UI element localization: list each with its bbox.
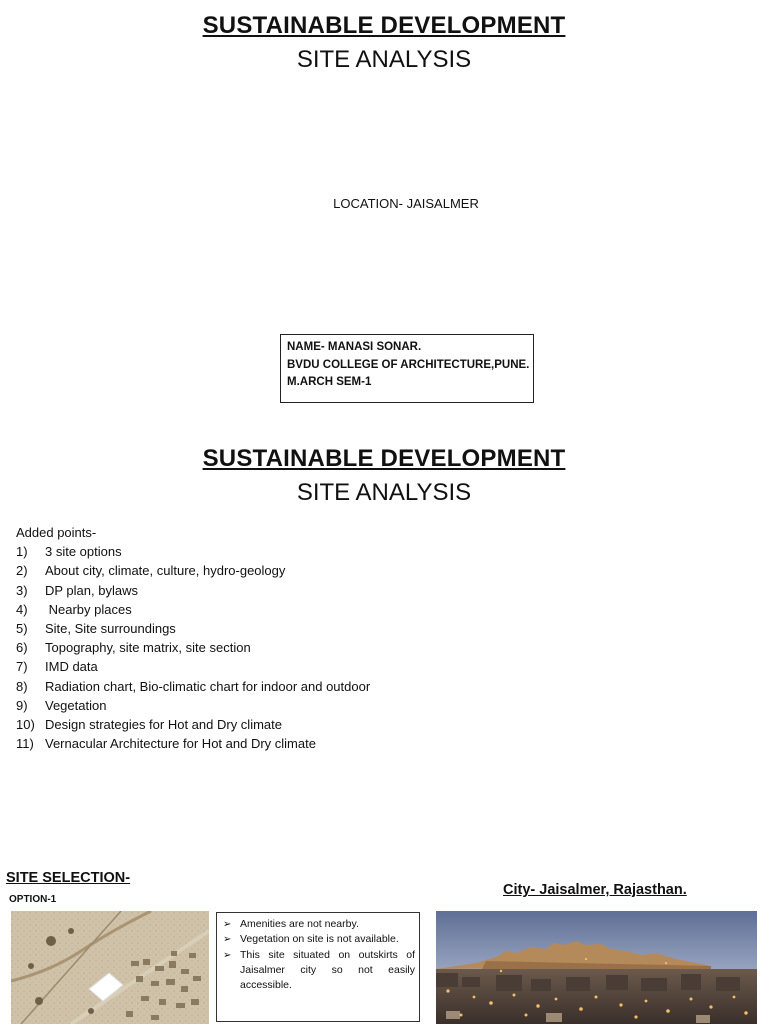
item-number: 4) bbox=[16, 601, 28, 617]
arrow-bullet-icon: ➢ bbox=[223, 919, 232, 930]
author-info-box bbox=[280, 334, 534, 403]
slide-title: SUSTAINABLE DEVELOPMENT bbox=[202, 445, 566, 472]
item-number: 3) bbox=[16, 582, 28, 598]
site-remarks-box bbox=[216, 912, 420, 1022]
option-label: OPTION-1 bbox=[9, 894, 57, 905]
item-number: 8) bbox=[16, 678, 28, 694]
remark-text: Vegetation on site is not available. bbox=[240, 933, 399, 946]
list-item bbox=[223, 917, 415, 932]
item-text: Topography, site matrix, site section bbox=[45, 640, 251, 656]
list-item bbox=[16, 638, 370, 657]
jaisalmer-city-photo bbox=[436, 911, 757, 1024]
item-text: IMD data bbox=[45, 659, 98, 675]
item-text: Radiation chart, Bio-climatic chart for indoor and outdoor bbox=[45, 678, 371, 694]
item-text: About city, climate, culture, hydro-geology bbox=[45, 563, 286, 579]
list-item bbox=[223, 932, 415, 947]
list-item bbox=[16, 715, 370, 734]
points-header: Added points- bbox=[16, 525, 97, 540]
title-slide bbox=[0, 0, 768, 420]
satellite-site-image bbox=[11, 911, 209, 1024]
item-text: Vegetation bbox=[45, 697, 107, 713]
item-text: Design strategies for Hot and Dry climate bbox=[45, 717, 282, 733]
item-number: 7) bbox=[16, 659, 28, 675]
item-text: DP plan, bylaws bbox=[45, 582, 138, 598]
points-list bbox=[16, 542, 370, 753]
item-text: Site, Site surroundings bbox=[45, 621, 176, 637]
slide-subtitle: SITE ANALYSIS bbox=[296, 479, 472, 506]
location-text: LOCATION- JAISALMER bbox=[333, 196, 479, 211]
remark-text: Amenities are not nearby. bbox=[240, 918, 359, 930]
course-semester: M.ARCH SEM-1 bbox=[287, 376, 372, 388]
author-name: NAME- MANASI SONAR. bbox=[287, 341, 422, 353]
item-number: 2) bbox=[16, 563, 28, 579]
item-number: 6) bbox=[16, 640, 28, 656]
arrow-bullet-icon: ➢ bbox=[223, 934, 232, 946]
list-item bbox=[16, 657, 370, 676]
item-number: 5) bbox=[16, 621, 28, 637]
list-item bbox=[16, 619, 370, 638]
item-text: Vernacular Architecture for Hot and Dry climate bbox=[45, 736, 316, 752]
item-number: 11) bbox=[16, 736, 34, 752]
list-item bbox=[16, 734, 370, 753]
item-text: Nearby places bbox=[45, 601, 132, 617]
site-selection-slide bbox=[0, 860, 768, 1024]
slide-title: SUSTAINABLE DEVELOPMENT bbox=[202, 12, 566, 39]
college-name: BVDU COLLEGE OF ARCHITECTURE,PUNE. bbox=[287, 358, 530, 371]
arrow-bullet-icon: ➢ bbox=[223, 949, 232, 961]
list-item bbox=[16, 600, 370, 619]
list-item bbox=[16, 542, 370, 561]
remarks-list bbox=[223, 917, 415, 993]
slide-subtitle: SITE ANALYSIS bbox=[296, 46, 472, 73]
item-number: 1) bbox=[16, 544, 28, 560]
list-item bbox=[223, 948, 415, 994]
item-text: 3 site options bbox=[45, 544, 122, 560]
section-title: SITE SELECTION- bbox=[6, 870, 131, 886]
list-item bbox=[16, 581, 370, 600]
item-number: 9) bbox=[16, 697, 28, 713]
list-item bbox=[16, 677, 370, 696]
added-points-slide bbox=[0, 430, 768, 830]
remark-text: This site situated on outskirts of Jaisalmer city so not easily accessible. bbox=[240, 948, 415, 992]
list-item bbox=[16, 696, 370, 715]
points-list-container bbox=[16, 523, 370, 753]
list-item bbox=[16, 561, 370, 580]
item-number: 10) bbox=[16, 717, 35, 733]
city-title: City- Jaisalmer, Rajasthan. bbox=[503, 882, 687, 898]
